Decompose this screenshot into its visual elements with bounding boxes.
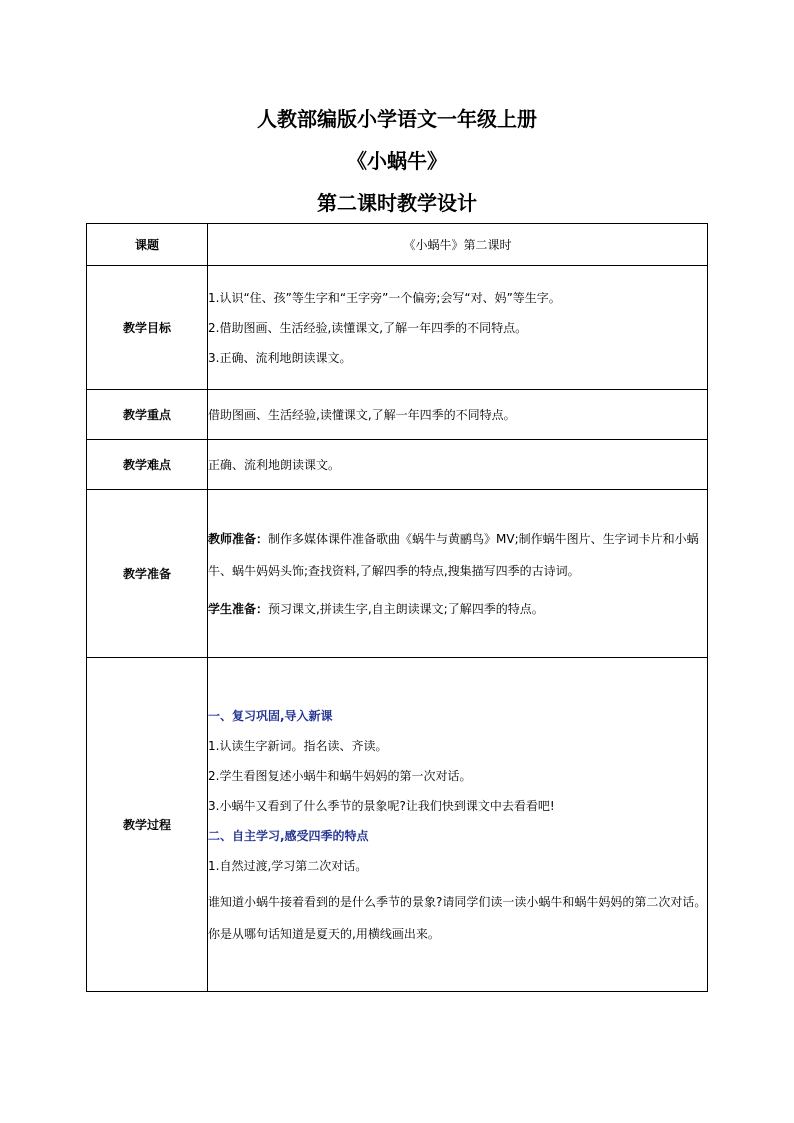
table-row-process — [87, 658, 708, 992]
lesson-plan-table — [86, 223, 708, 992]
preparation-label: 教学准备 — [87, 490, 208, 658]
section-heading: 二、自主学习,感受四季的特点 — [208, 828, 369, 843]
table-row-difficulties — [87, 440, 708, 490]
document-title: 人教部编版小学语文一年级上册 — [257, 107, 537, 131]
process-item: 1.认读生字新词。指名读、齐读。 — [208, 738, 388, 753]
process-paragraph: 谁知道小蜗牛接着看到的是什么季节的景象?请同学们读一读小蜗牛和蜗牛妈妈的第二次对话。你是从哪句话知道是夏天的,用横线画出来。 — [208, 894, 707, 941]
student-preparation-text: 预习课文,拼读生字,自主朗读课文;了解四季的特点。 — [268, 601, 544, 616]
teacher-preparation-text: 制作多媒体课件准备歌曲《蜗牛与黄鹂鸟》MV;制作蜗牛图片、生字词卡片和小蜗牛、蜗牛妈妈头饰;查找资料,了解四季的特点,搜集描写四季的古诗词。 — [208, 531, 699, 578]
objective-item: 3.正确、流利地朗读课文。 — [208, 350, 352, 365]
process-item: 2.学生看图复述小蜗牛和蜗牛妈妈的第一次对话。 — [208, 768, 472, 783]
student-preparation — [208, 593, 707, 625]
lesson-title: 《小蜗牛》 — [347, 149, 447, 173]
section-heading: 一、复习巩固,导入新课 — [208, 708, 333, 723]
table-row-objectives — [87, 266, 708, 390]
topic-label: 课题 — [87, 224, 208, 266]
process-item: 3.小蜗牛又看到了什么季节的景象呢?让我们快到课文中去看看吧! — [208, 798, 555, 813]
document-subtitle: 第二课时教学设计 — [317, 191, 477, 215]
table-row-preparation — [87, 490, 708, 658]
topic-value: 《小蜗牛》第二课时 — [208, 224, 708, 266]
teacher-preparation-label: 教师准备： — [208, 531, 269, 546]
difficulties-text: 正确、流利地朗读课文。 — [208, 440, 708, 490]
table-row-key-points — [87, 390, 708, 440]
objectives-content — [208, 266, 708, 390]
process-item: 1.自然过渡,学习第二次对话。 — [208, 858, 368, 873]
teacher-preparation — [208, 523, 707, 587]
objective-item: 1.认识“住、孩”等生字和“王字旁”一个偏旁;会写“对、妈”等生字。 — [208, 290, 561, 305]
student-preparation-label: 学生准备： — [208, 601, 269, 616]
key-points-label: 教学重点 — [87, 390, 208, 440]
objective-item: 2.借助图画、生活经验,读懂课文,了解一年四季的不同特点。 — [208, 320, 528, 335]
process-label: 教学过程 — [87, 658, 208, 992]
difficulties-label: 教学难点 — [87, 440, 208, 490]
key-points-text: 借助图画、生活经验,读懂课文,了解一年四季的不同特点。 — [208, 390, 708, 440]
process-content — [208, 658, 708, 992]
objectives-label: 教学目标 — [87, 266, 208, 390]
table-row-topic — [87, 224, 708, 266]
preparation-content — [208, 490, 708, 658]
